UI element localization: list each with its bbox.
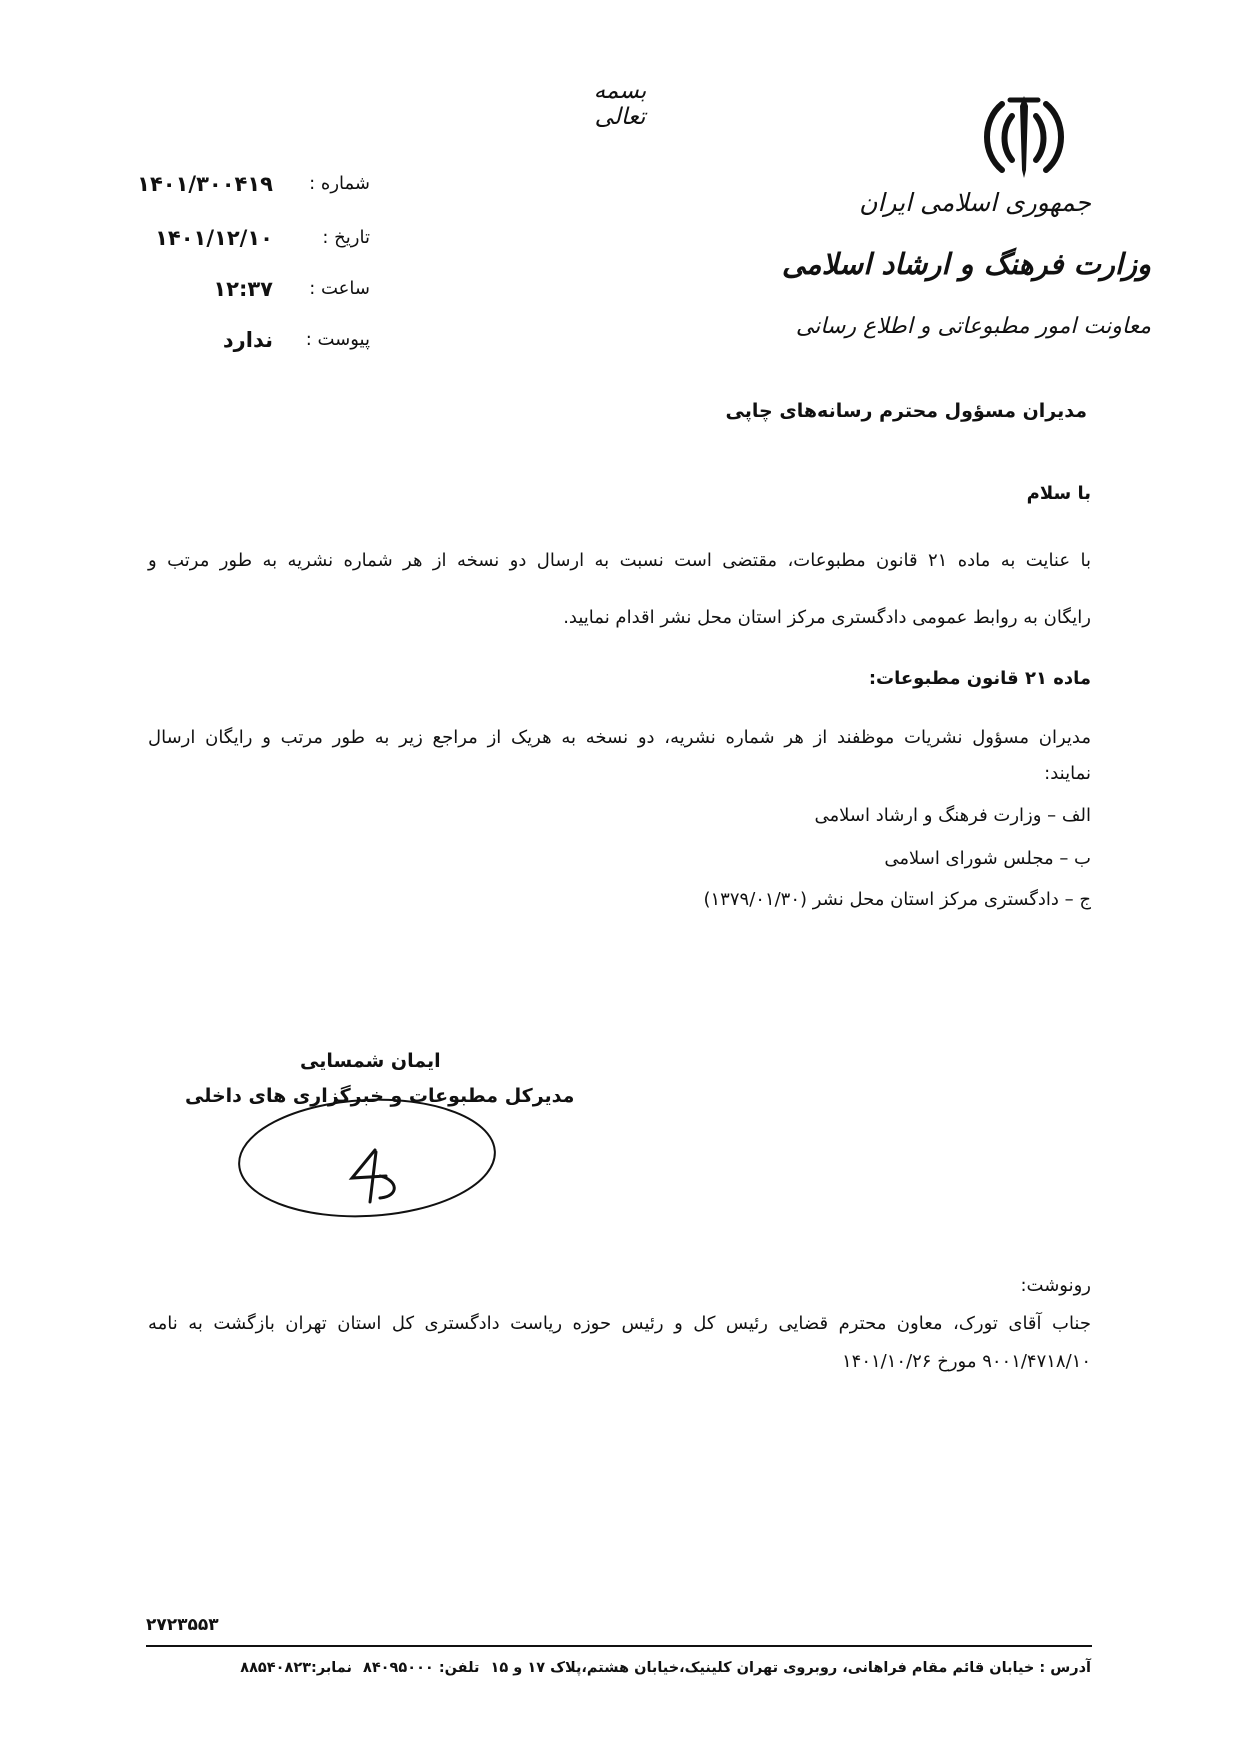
date-value: ۱۴۰۱/۱۲/۱۰: [155, 226, 273, 250]
paragraph-1-line-2: رایگان به روابط عمومی دادگستری مرکز استان محل نشر اقدام نمایید.: [563, 607, 1091, 628]
signatory-name: ایمان شمسایی: [300, 1050, 441, 1072]
recipient: مدیران مسؤول محترم رسانه‌های چاپی: [725, 400, 1087, 422]
number-value: ۱۴۰۱/۳۰۰۴۱۹: [137, 172, 273, 196]
attachment-label: پیوست :: [305, 329, 370, 350]
iran-emblem-icon: [972, 92, 1076, 182]
number-label: شماره :: [309, 173, 370, 194]
address: آدرس : خیابان قائم مقام فراهانی، روبروی تهران کلینیک،خیابان هشتم،پلاک ۱۷ و ۱۵: [490, 1660, 1091, 1676]
time-label: ساعت :: [309, 278, 370, 299]
article-title: ماده ۲۱ قانون مطبوعات:: [868, 668, 1091, 689]
copy-note-line-1: جناب آقای تورک، معاون محترم قضایی رئیس کل و رئیس حوزه ریاست دادگستری کل استان تهران بازگشت به نامه: [148, 1313, 1091, 1334]
basmala: [570, 78, 670, 148]
article-line-1: مدیران مسؤول نشریات موظفند از هر شماره نشریه، دو نسخه به هریک از مراجع زیر به طور مرتب و رایگان ارسال: [148, 727, 1091, 748]
list-item: ب – مجلس شورای اسلامی: [884, 848, 1091, 869]
list-item: الف – وزارت فرهنگ و ارشاد اسلامی: [814, 805, 1091, 826]
article-line-2: نمایند:: [1044, 763, 1091, 784]
time-value: ۱۲:۳۷: [213, 277, 273, 301]
phone: تلفن: ۸۴۰۹۵۰۰۰: [362, 1660, 480, 1676]
ministry-line-3: معاونت امور مطبوعاتی و اطلاع رسانی: [795, 314, 1151, 339]
greeting: با سلام: [1026, 483, 1091, 504]
reference-number: ۲۷۲۳۵۵۳: [146, 1615, 219, 1635]
ministry-line-2: وزارت فرهنگ و ارشاد اسلامی: [781, 247, 1151, 281]
footer-divider: [146, 1645, 1092, 1647]
signatory-title: مدیرکل مطبوعات و خبرگزاری های داخلی: [185, 1085, 575, 1107]
ministry-line-1: جمهوری اسلامی ایران: [859, 188, 1091, 217]
paragraph-1-line-1: با عنایت به ماده ۲۱ قانون مطبوعات، مقتضی است نسبت به ارسال دو نسخه از هر شماره نشریه به طور مرتب و: [148, 550, 1091, 571]
footer-address-line: [234, 1660, 1091, 1676]
basmala-text: بسمه تعالی: [593, 78, 647, 130]
copy-note-label: رونوشت:: [1020, 1275, 1091, 1296]
attachment-value: ندارد: [222, 328, 273, 352]
fax: نمابر:۸۸۵۴۰۸۲۳: [240, 1660, 352, 1676]
copy-note-line-2: ۹۰۰۱/۴۷۱۸/۱۰ مورخ ۱۴۰۱/۱۰/۲۶: [842, 1351, 1091, 1372]
date-label: تاریخ :: [322, 227, 370, 248]
list-item: ج – دادگستری مرکز استان محل نشر (۱۳۷۹/۰۱/۳۰): [703, 889, 1091, 910]
